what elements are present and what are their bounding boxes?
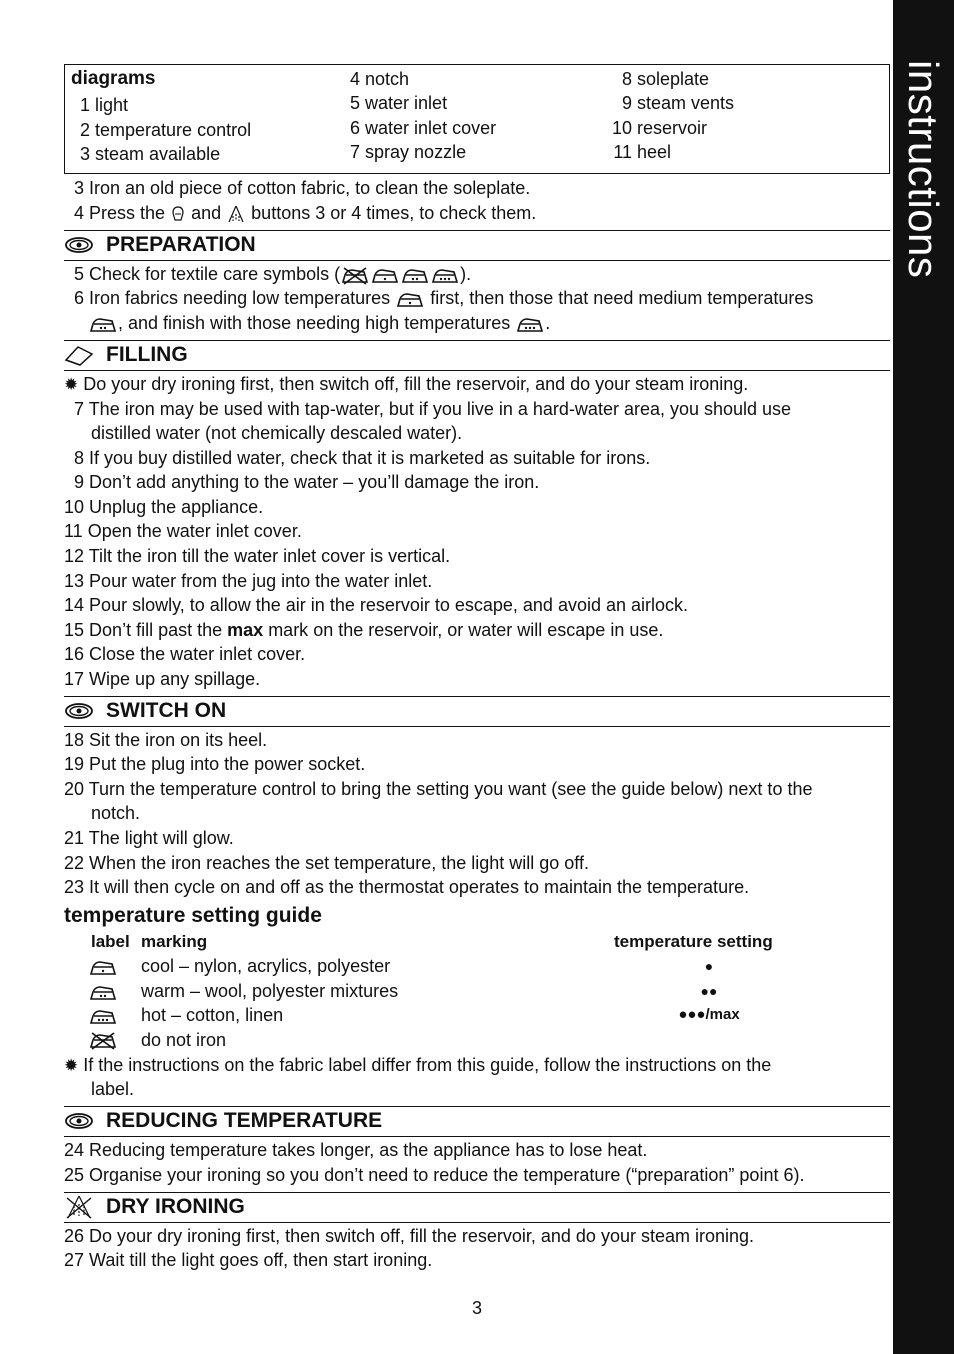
guide-header-setting: temperature setting (614, 932, 773, 951)
section-heading-filling: FILLING (64, 341, 188, 369)
guide-marking: hot – cotton, linen (141, 1005, 284, 1025)
list-item: 17 Wipe up any spillage. (64, 669, 261, 689)
diagram-item: 1 light (79, 95, 129, 115)
divider (64, 726, 890, 727)
guide-marking: do not iron (141, 1030, 227, 1050)
list-item: 20 Turn the temperature control to bring the setting you want (see the guide below) next to the (64, 779, 813, 799)
list-item: 18 Sit the iron on its heel. (64, 730, 268, 750)
list-item: 12 Tilt the iron till the water inlet cover is vertical. (64, 546, 451, 566)
list-item: 10 Unplug the appliance. (64, 497, 264, 517)
section-heading-switch-on: SWITCH ON (64, 697, 226, 725)
tip-continued: label. (91, 1079, 135, 1099)
list-item: 7 The iron may be used with tap-water, but if you live in a hard-water area, you should use (73, 399, 792, 419)
eye-icon (64, 701, 94, 721)
iron-one-dot-icon (370, 265, 400, 285)
divider (64, 1222, 890, 1223)
section-heading-reducing: REDUCING TEMPERATURE (64, 1107, 382, 1135)
list-item: 27 Wait till the light goes off, then start ironing. (64, 1250, 433, 1270)
divider (64, 1136, 890, 1137)
guide-header-label: label (91, 932, 130, 951)
guide-header-marking: marking (141, 932, 208, 951)
divider (64, 340, 890, 341)
list-item: 26 Do your dry ironing first, then switch off, fill the reservoir, and do your steam ironing. (64, 1226, 755, 1246)
do-not-iron-icon (88, 1030, 118, 1050)
list-item: 9 Don’t add anything to the water – you’ll damage the iron. (73, 472, 540, 492)
no-steam-icon (64, 1194, 94, 1220)
diagram-item: 7 spray nozzle (350, 142, 467, 162)
iron-three-dots-icon (430, 265, 460, 285)
do-not-iron-icon (340, 265, 370, 285)
diagram-item: 9 steam vents (621, 93, 735, 113)
guide-marking: warm – wool, polyester mixtures (141, 981, 399, 1001)
list-item: 11 Open the water inlet cover. (64, 521, 302, 541)
page-number: 3 (471, 1298, 482, 1318)
diagram-item: 8 soleplate (621, 69, 710, 89)
sun-icon: ✹ (64, 375, 79, 394)
guide-setting: ● (704, 958, 714, 974)
list-item: 15 Don’t fill past the max mark on the reservoir, or water will escape in use. (64, 620, 664, 640)
list-item-continued: distilled water (not chemically descaled water). (91, 423, 463, 443)
list-item: 14 Pour slowly, to allow the air in the reservoir to escape, and avoid an airlock. (64, 595, 689, 615)
eye-icon (64, 1111, 94, 1131)
jug-icon (64, 344, 94, 366)
diagram-item: 10 reservoir (611, 118, 708, 138)
list-item: 25 Organise your ironing so you don’t need to reduce the temperature (“preparation” point 6). (64, 1165, 805, 1185)
iron-one-dot-icon (395, 289, 425, 309)
list-item: 22 When the iron reaches the set temperature, the light will go off. (64, 853, 589, 873)
section-heading-preparation: PREPARATION (64, 231, 256, 259)
steam-burst-button-icon (226, 204, 246, 224)
diagram-item: 6 water inlet cover (350, 118, 497, 138)
sidebar-title: instructions (900, 60, 947, 279)
tip: ✹ Do your dry ironing first, then switch off, fill the reservoir, and do your steam ironing. (64, 374, 749, 394)
diagram-item: 2 temperature control (79, 120, 252, 140)
list-item-continued: , and finish with those needing high temperatures . (88, 311, 550, 335)
iron-one-dot-icon (88, 957, 118, 977)
divider (64, 260, 890, 261)
list-item: 16 Close the water inlet cover. (64, 644, 306, 664)
diagram-item: 11 heel (613, 142, 672, 162)
section-heading-dry-ironing: DRY IRONING (64, 1193, 245, 1221)
iron-two-dots-icon (88, 982, 118, 1002)
list-item: 4 Press the and buttons 3 or 4 times, to check them. (73, 203, 537, 223)
list-item: 3 Iron an old piece of cotton fabric, to clean the soleplate. (73, 178, 531, 198)
list-item: 8 If you buy distilled water, check that it is marketed as suitable for irons. (73, 448, 651, 468)
iron-three-dots-icon (515, 314, 545, 334)
tip: ✹ If the instructions on the fabric label differ from this guide, follow the instructions on the (64, 1055, 772, 1075)
guide-title: temperature setting guide (64, 904, 322, 927)
list-item: 19 Put the plug into the power socket. (64, 754, 366, 774)
list-item: 5 Check for textile care symbols ( ). (73, 264, 472, 284)
guide-setting: ●●●/max (678, 1006, 740, 1023)
sun-icon: ✹ (64, 1056, 79, 1075)
list-item-continued: notch. (91, 803, 141, 823)
iron-two-dots-icon (400, 265, 430, 285)
list-item: 24 Reducing temperature takes longer, as the appliance has to lose heat. (64, 1140, 648, 1160)
divider (64, 370, 890, 371)
guide-setting: ●● (700, 983, 718, 999)
iron-two-dots-icon (88, 314, 118, 334)
iron-three-dots-icon (88, 1006, 118, 1026)
diagram-item: 4 notch (350, 69, 410, 89)
list-item: 21 The light will glow. (64, 828, 234, 848)
list-item: 13 Pour water from the jug into the water inlet. (64, 571, 433, 591)
diagram-item: 5 water inlet (350, 93, 448, 113)
diagram-item: 3 steam available (79, 144, 221, 164)
list-item: 6 Iron fabrics needing low temperatures first, then those that need medium temperatures (73, 288, 814, 308)
eye-icon (64, 235, 94, 255)
spray-button-icon (170, 205, 186, 223)
diagrams-title: diagrams (71, 68, 156, 89)
guide-marking: cool – nylon, acrylics, polyester (141, 956, 391, 976)
list-item: 23 It will then cycle on and off as the thermostat operates to maintain the temperature. (64, 877, 750, 897)
